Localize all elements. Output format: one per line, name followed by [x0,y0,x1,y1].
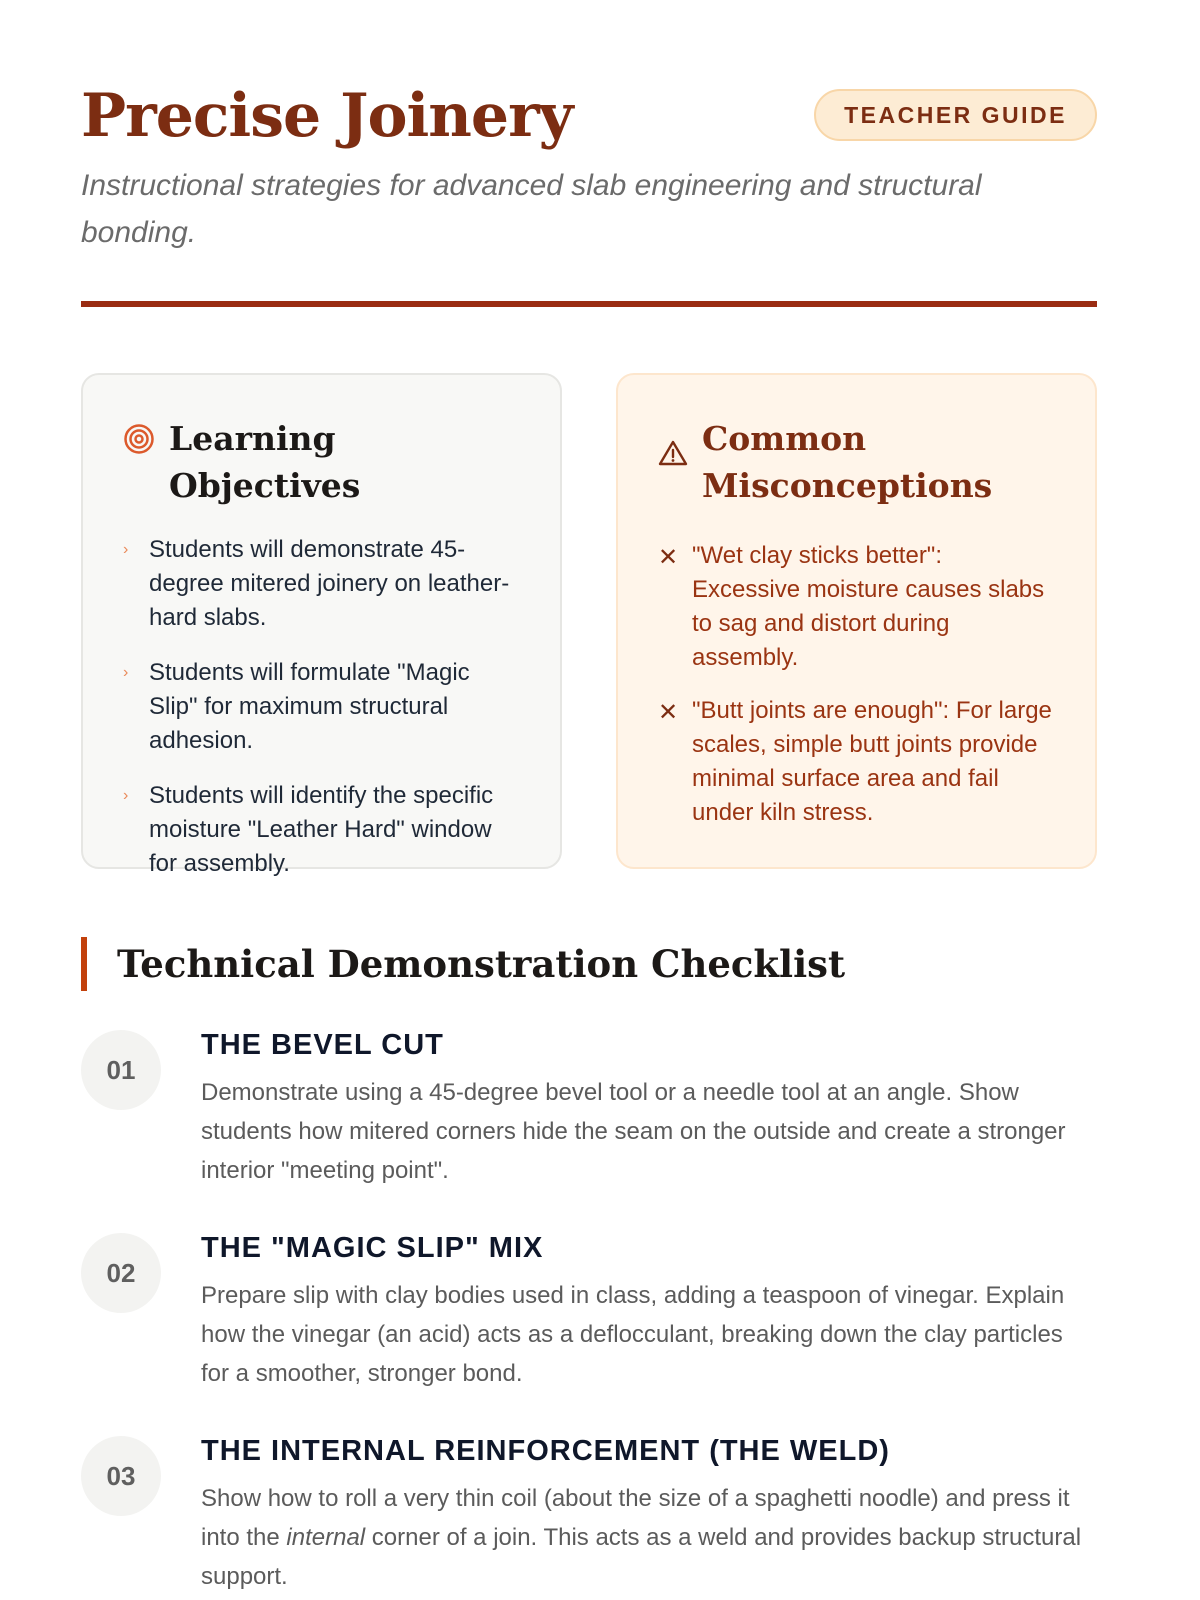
list-item [658,694,1055,830]
misconceptions-header [658,415,1055,509]
objective-text: Students will demonstrate 45-degree mitered joinery on leather-hard slabs. [149,536,510,631]
header [81,0,1097,307]
learning-objectives-title: Learning Objectives [169,419,361,505]
section-accent-bar [81,937,87,991]
step-text-part: corner of a join. This acts as a weld and provides backup structural support. [201,1524,1082,1590]
header-divider [81,301,1097,307]
checklist-step [81,1025,1097,1190]
chevron-right-icon: › [123,787,129,804]
chevron-right-icon: › [123,664,129,681]
page-subtitle: Instructional strategies for advanced slab engineering and structural bonding. [81,169,982,249]
step-description [201,1479,1097,1596]
step-number: 03 [81,1436,161,1516]
step-text-emphasis: internal [286,1524,366,1551]
objectives-list [123,533,520,881]
teacher-guide-badge: TEACHER GUIDE [814,89,1097,141]
objective-text: Students will identify the specific moisture "Leather Hard" window for assembly. [149,782,494,877]
step-title: THE INTERNAL REINFORCEMENT (THE WELD) [201,1435,890,1467]
x-mark-icon: ✕ [658,544,679,571]
step-number: 02 [81,1233,161,1313]
warning-triangle-icon [658,439,688,472]
step-description: Demonstrate using a 45-degree bevel tool or a needle tool at an angle. Show students how mitered corners hide the seam on the outside and create a stronger interior "meeting point". [201,1079,1066,1184]
common-misconceptions-card [616,373,1097,869]
step-description: Prepare slip with clay bodies used in class, adding a teaspoon of vinegar. Explain how the vinegar (an acid) acts as a deflocculant, breaking down the clay particles for a smoother, stronger bond. [201,1282,1065,1387]
checklist-step [81,1431,1097,1596]
chevron-right-icon: › [123,541,129,558]
misconception-text: "Wet clay sticks better": Excessive moisture causes slabs to sag and distort during assembly. [692,542,1045,671]
list-item [123,779,520,881]
step-title: THE "MAGIC SLIP" MIX [201,1232,544,1264]
step-number: 01 [81,1030,161,1110]
info-cards [81,373,1097,877]
x-mark-icon: ✕ [658,699,679,726]
checklist-step [81,1228,1097,1393]
learning-objectives-header [123,415,520,509]
step-text-part: Show how to roll a very thin coil (about the size of a spaghetti noodle) and press it into the [201,1485,1070,1551]
step-title: THE BEVEL CUT [201,1029,444,1061]
objective-text: Students will formulate "Magic Slip" for maximum structural adhesion. [149,659,470,754]
learning-objectives-card [81,373,562,877]
checklist-steps [81,1025,1097,1596]
target-icon [123,423,155,460]
step-body [201,1025,1097,1190]
misconceptions-list [658,539,1055,830]
checklist-section-header [81,937,1097,991]
list-item [658,539,1055,675]
page-title: Precise Joinery [81,81,573,151]
list-item [123,533,520,635]
misconceptions-title: Common Misconceptions [702,419,993,505]
misconception-text: "Butt joints are enough": For large scales, simple butt joints provide minimal surface area and fail under kiln stress. [692,697,1052,826]
checklist-title: Technical Demonstration Checklist [117,942,846,986]
step-body [201,1431,1097,1596]
list-item [123,656,520,758]
step-body [201,1228,1097,1393]
